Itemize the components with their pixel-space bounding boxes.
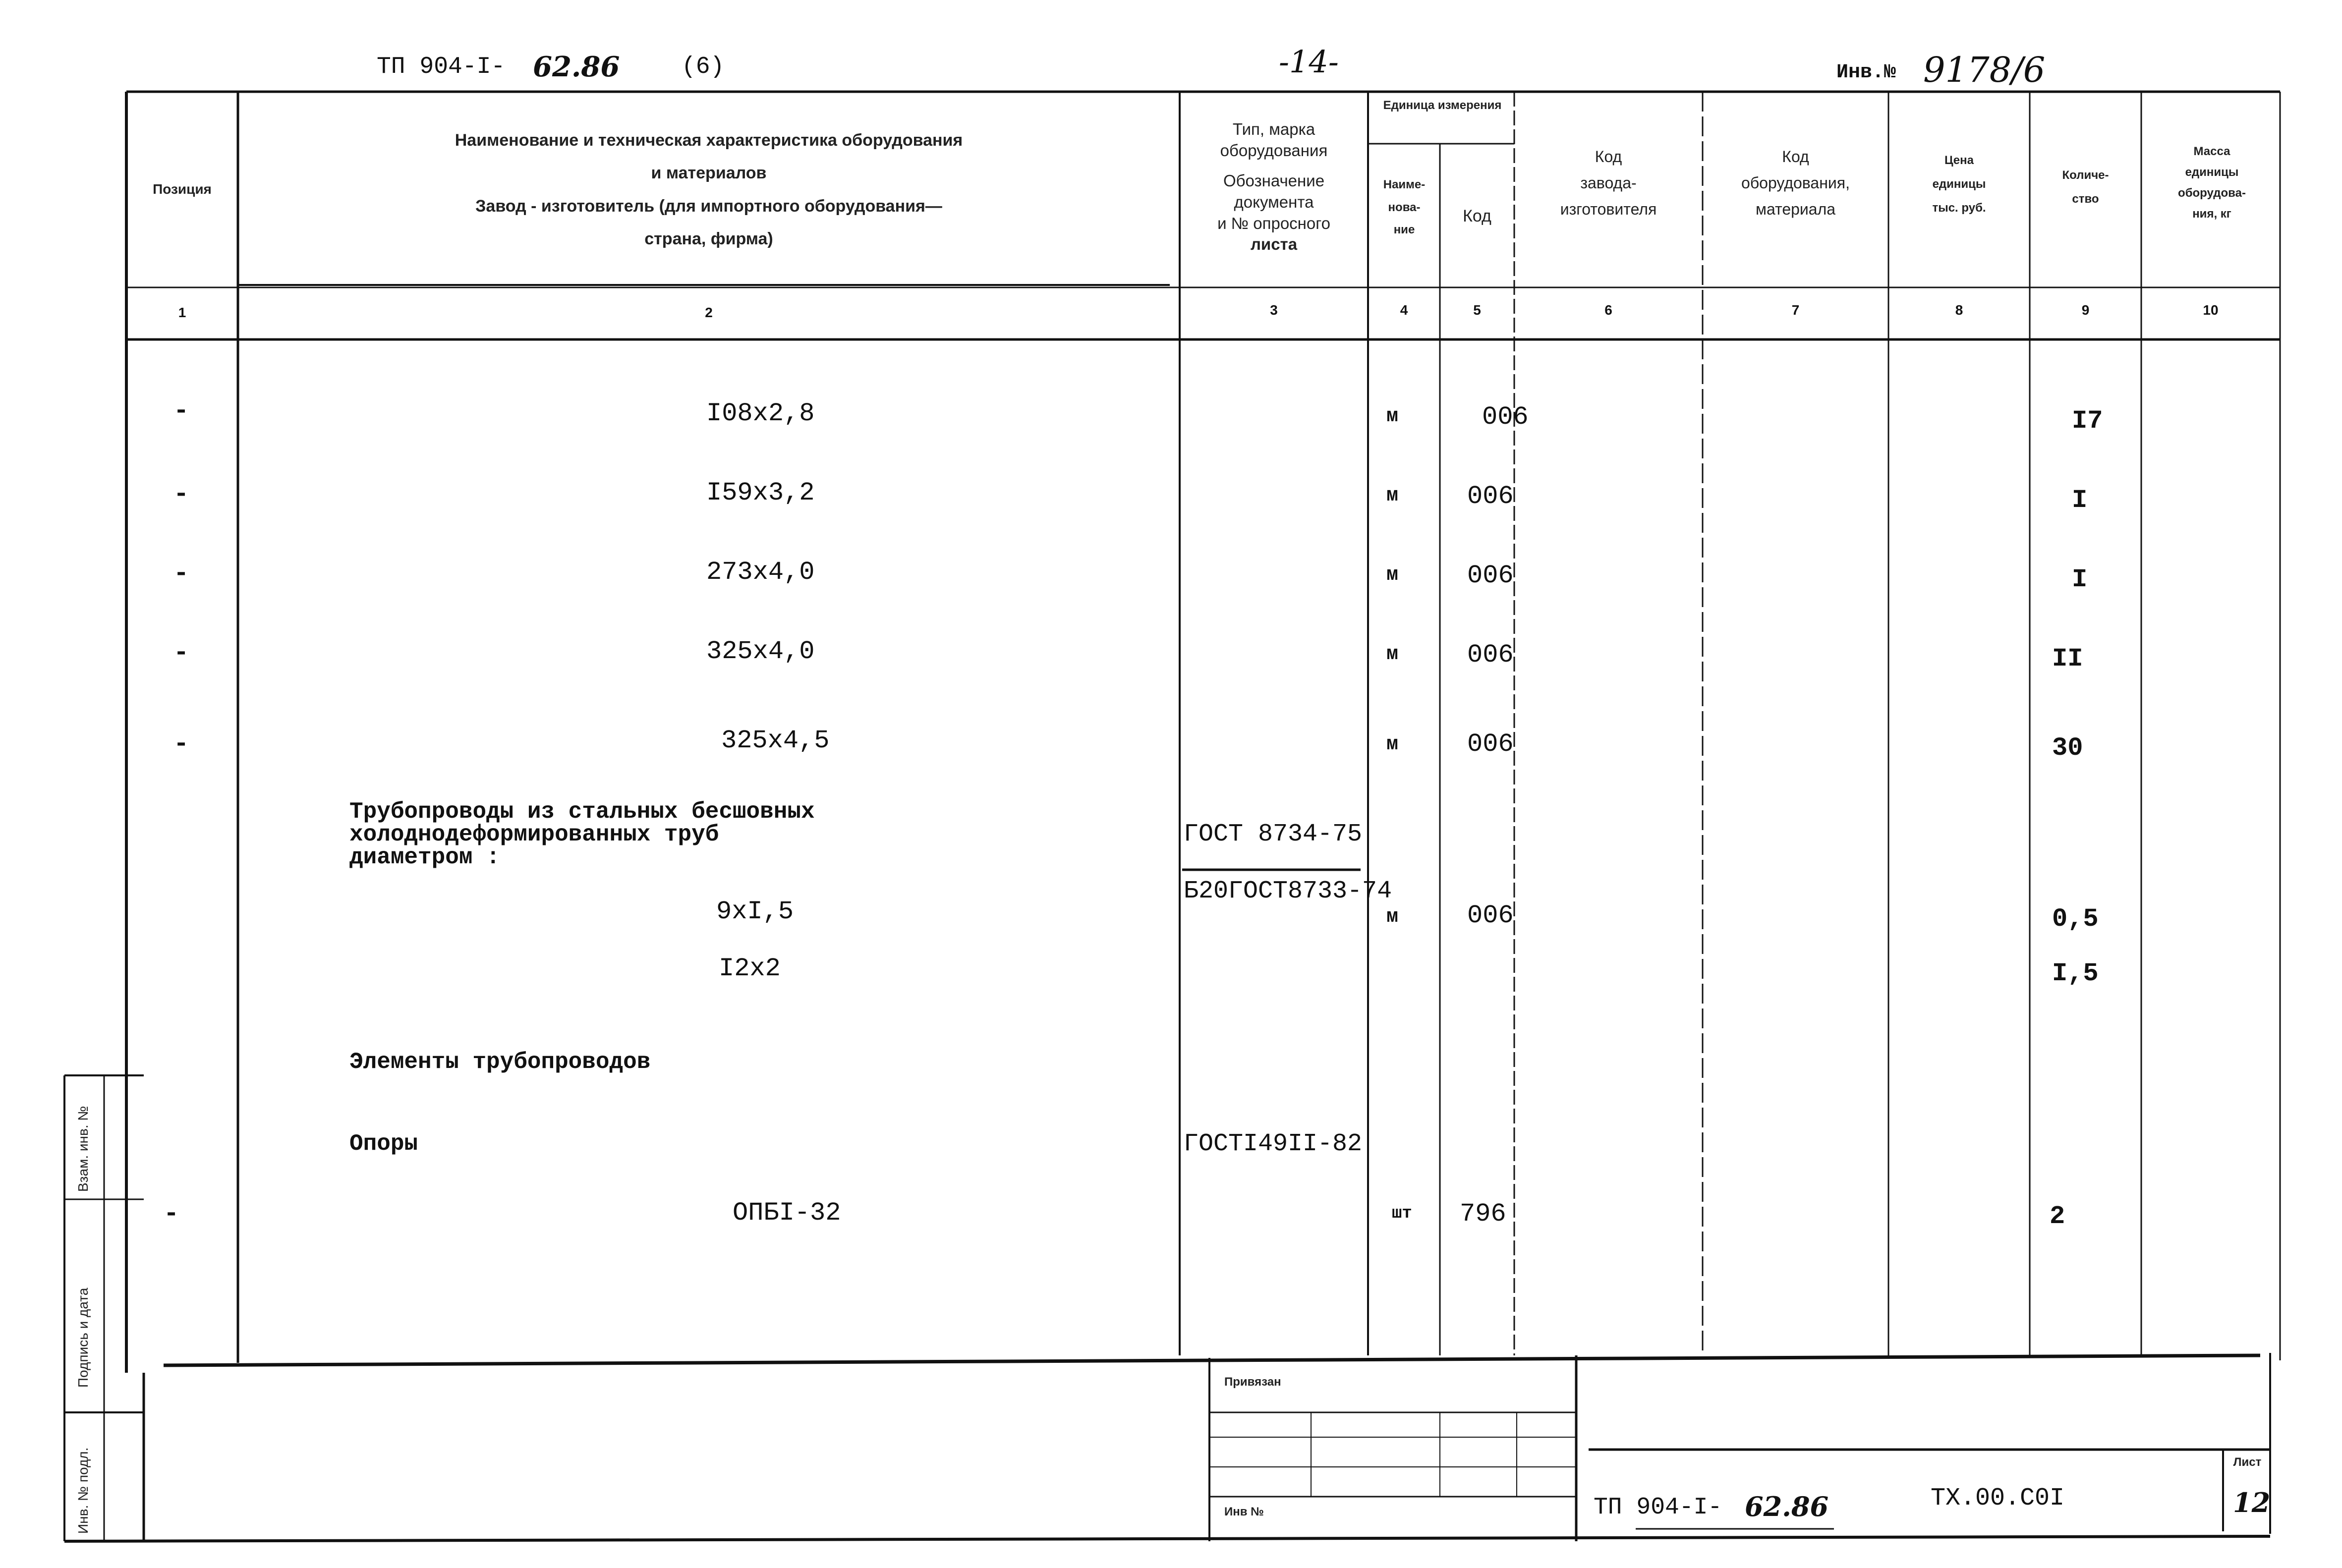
table-row-name: ОПБI-32 [733,1198,841,1228]
side-label-original-inv: Инв. № подл. [75,1447,91,1534]
page-number: -14- [1279,44,1339,80]
column-number: 1 [178,305,186,320]
elements-title: Элементы трубопроводов [349,1049,651,1075]
gost-reference: ГОСТI49II-82 [1184,1130,1363,1158]
column-number: 2 [705,305,713,320]
table-row-name: 273x4,0 [706,558,815,587]
stamp-tp-code: ТП 904-I- [1594,1494,1722,1521]
table-row-position: - [173,729,189,759]
table-row-code: 006 [1467,901,1514,930]
table-row-position: - [164,1199,179,1229]
table-row-unit: м [1386,906,1399,928]
part-number: (6) [682,54,725,80]
table-row-unit: м [1386,405,1399,428]
stamp-privyazan: Привязан [1224,1375,1281,1389]
table-row-name: I2x2 [719,954,781,983]
table-row-name: I59x3,2 [706,478,815,507]
table-row-name: 9xI,5 [716,897,794,926]
stamp-sheet-number: 12 [2233,1487,2271,1518]
stamp-tp-code-handwritten: 62.86 [1745,1491,1829,1522]
column-number: 10 [2203,302,2219,318]
header-unit-code: Код [1463,207,1491,225]
column-number: 8 [1955,302,1963,318]
table-row-quantity: 30 [2052,733,2083,763]
inventory-label: Инв.№ [1836,61,1896,84]
stamp-inv-no: Инв № [1224,1505,1264,1518]
table-row-name: I08x2,8 [706,399,815,428]
table-row-code: 006 [1467,640,1514,670]
table-row-unit: шт [1392,1204,1412,1223]
table-row-position: - [173,638,189,668]
supports-title: Опоры [349,1131,418,1157]
table-row-quantity: I [2072,565,2088,594]
header-position: Позиция [153,181,212,197]
header-unit-name: Наиме- нова- ние [1383,178,1426,237]
column-number: 7 [1791,302,1800,318]
table-row-unit: м [1386,485,1399,507]
stamp-document-code: ТХ.00.С0I [1931,1484,2065,1512]
tp-code-handwritten: 62.86 [533,51,620,83]
table-row-quantity: 0,5 [2052,904,2099,934]
table-row-code: 006 [1467,561,1514,590]
column-number: 5 [1473,302,1481,318]
header-quantity: Количе- ство [2062,168,2109,206]
header-unit-price: Цена единицы тыс. руб. [1932,154,1986,215]
table-row-doc: Б20ГОСТ8733-74 [1184,877,1392,905]
stamp-sheet-label: Лист [2233,1456,2262,1469]
table-row-position: - [173,480,189,509]
table-row-quantity: I [2072,486,2088,515]
side-label-replacement-inv: Взам. инв. № [75,1106,91,1192]
header-unit-group: Единица измерения [1383,99,1502,112]
header-type-doc: Тип, марка оборудования Обозначение документа и № опросного листа [1217,120,1330,254]
table-row-unit: м [1386,564,1399,586]
table-row-code: 006 [1482,402,1529,432]
table-row-code: 006 [1467,482,1514,511]
table-row-position: - [173,396,189,426]
section-title: Трубопроводы из стальных бесшовных холоднодеформированных труб диаметром : [349,799,815,870]
header-name: Наименование и техническая характеристика оборудования и материалов Завод - изготовитель (для импортного оборудования— страна, фирма) [455,131,963,248]
column-number: 3 [1270,302,1278,318]
column-number: 6 [1604,302,1612,318]
side-label-signature-date: Подпись и дата [75,1288,91,1388]
header-unit-mass: Масса единицы оборудова- ния, кг [2178,145,2246,221]
table-row-quantity: I7 [2072,406,2103,436]
column-number: 9 [2081,302,2090,318]
table-row-name: 325x4,5 [721,726,830,755]
table-row-code: 796 [1460,1199,1506,1229]
table-row-name: 325x4,0 [706,637,815,666]
column-number: 4 [1400,302,1408,318]
header-factory-code: Код завода- изготовителя [1560,148,1657,218]
table-row-quantity: 2 [2050,1202,2065,1231]
table-row-position: - [173,559,189,588]
table-row-unit: м [1386,733,1399,756]
table-row-code: 006 [1467,729,1514,759]
inventory-number-handwritten: 9178/6 [1923,50,2046,90]
table-row-quantity: II [2052,644,2083,673]
header-equipment-code: Код оборудования, материала [1741,148,1850,218]
gost-reference: ГОСТ 8734-75 [1184,820,1363,848]
table-row-unit: м [1386,643,1399,666]
table-row-quantity: I,5 [2052,959,2099,988]
tp-code: ТП 904-I- [377,54,506,80]
